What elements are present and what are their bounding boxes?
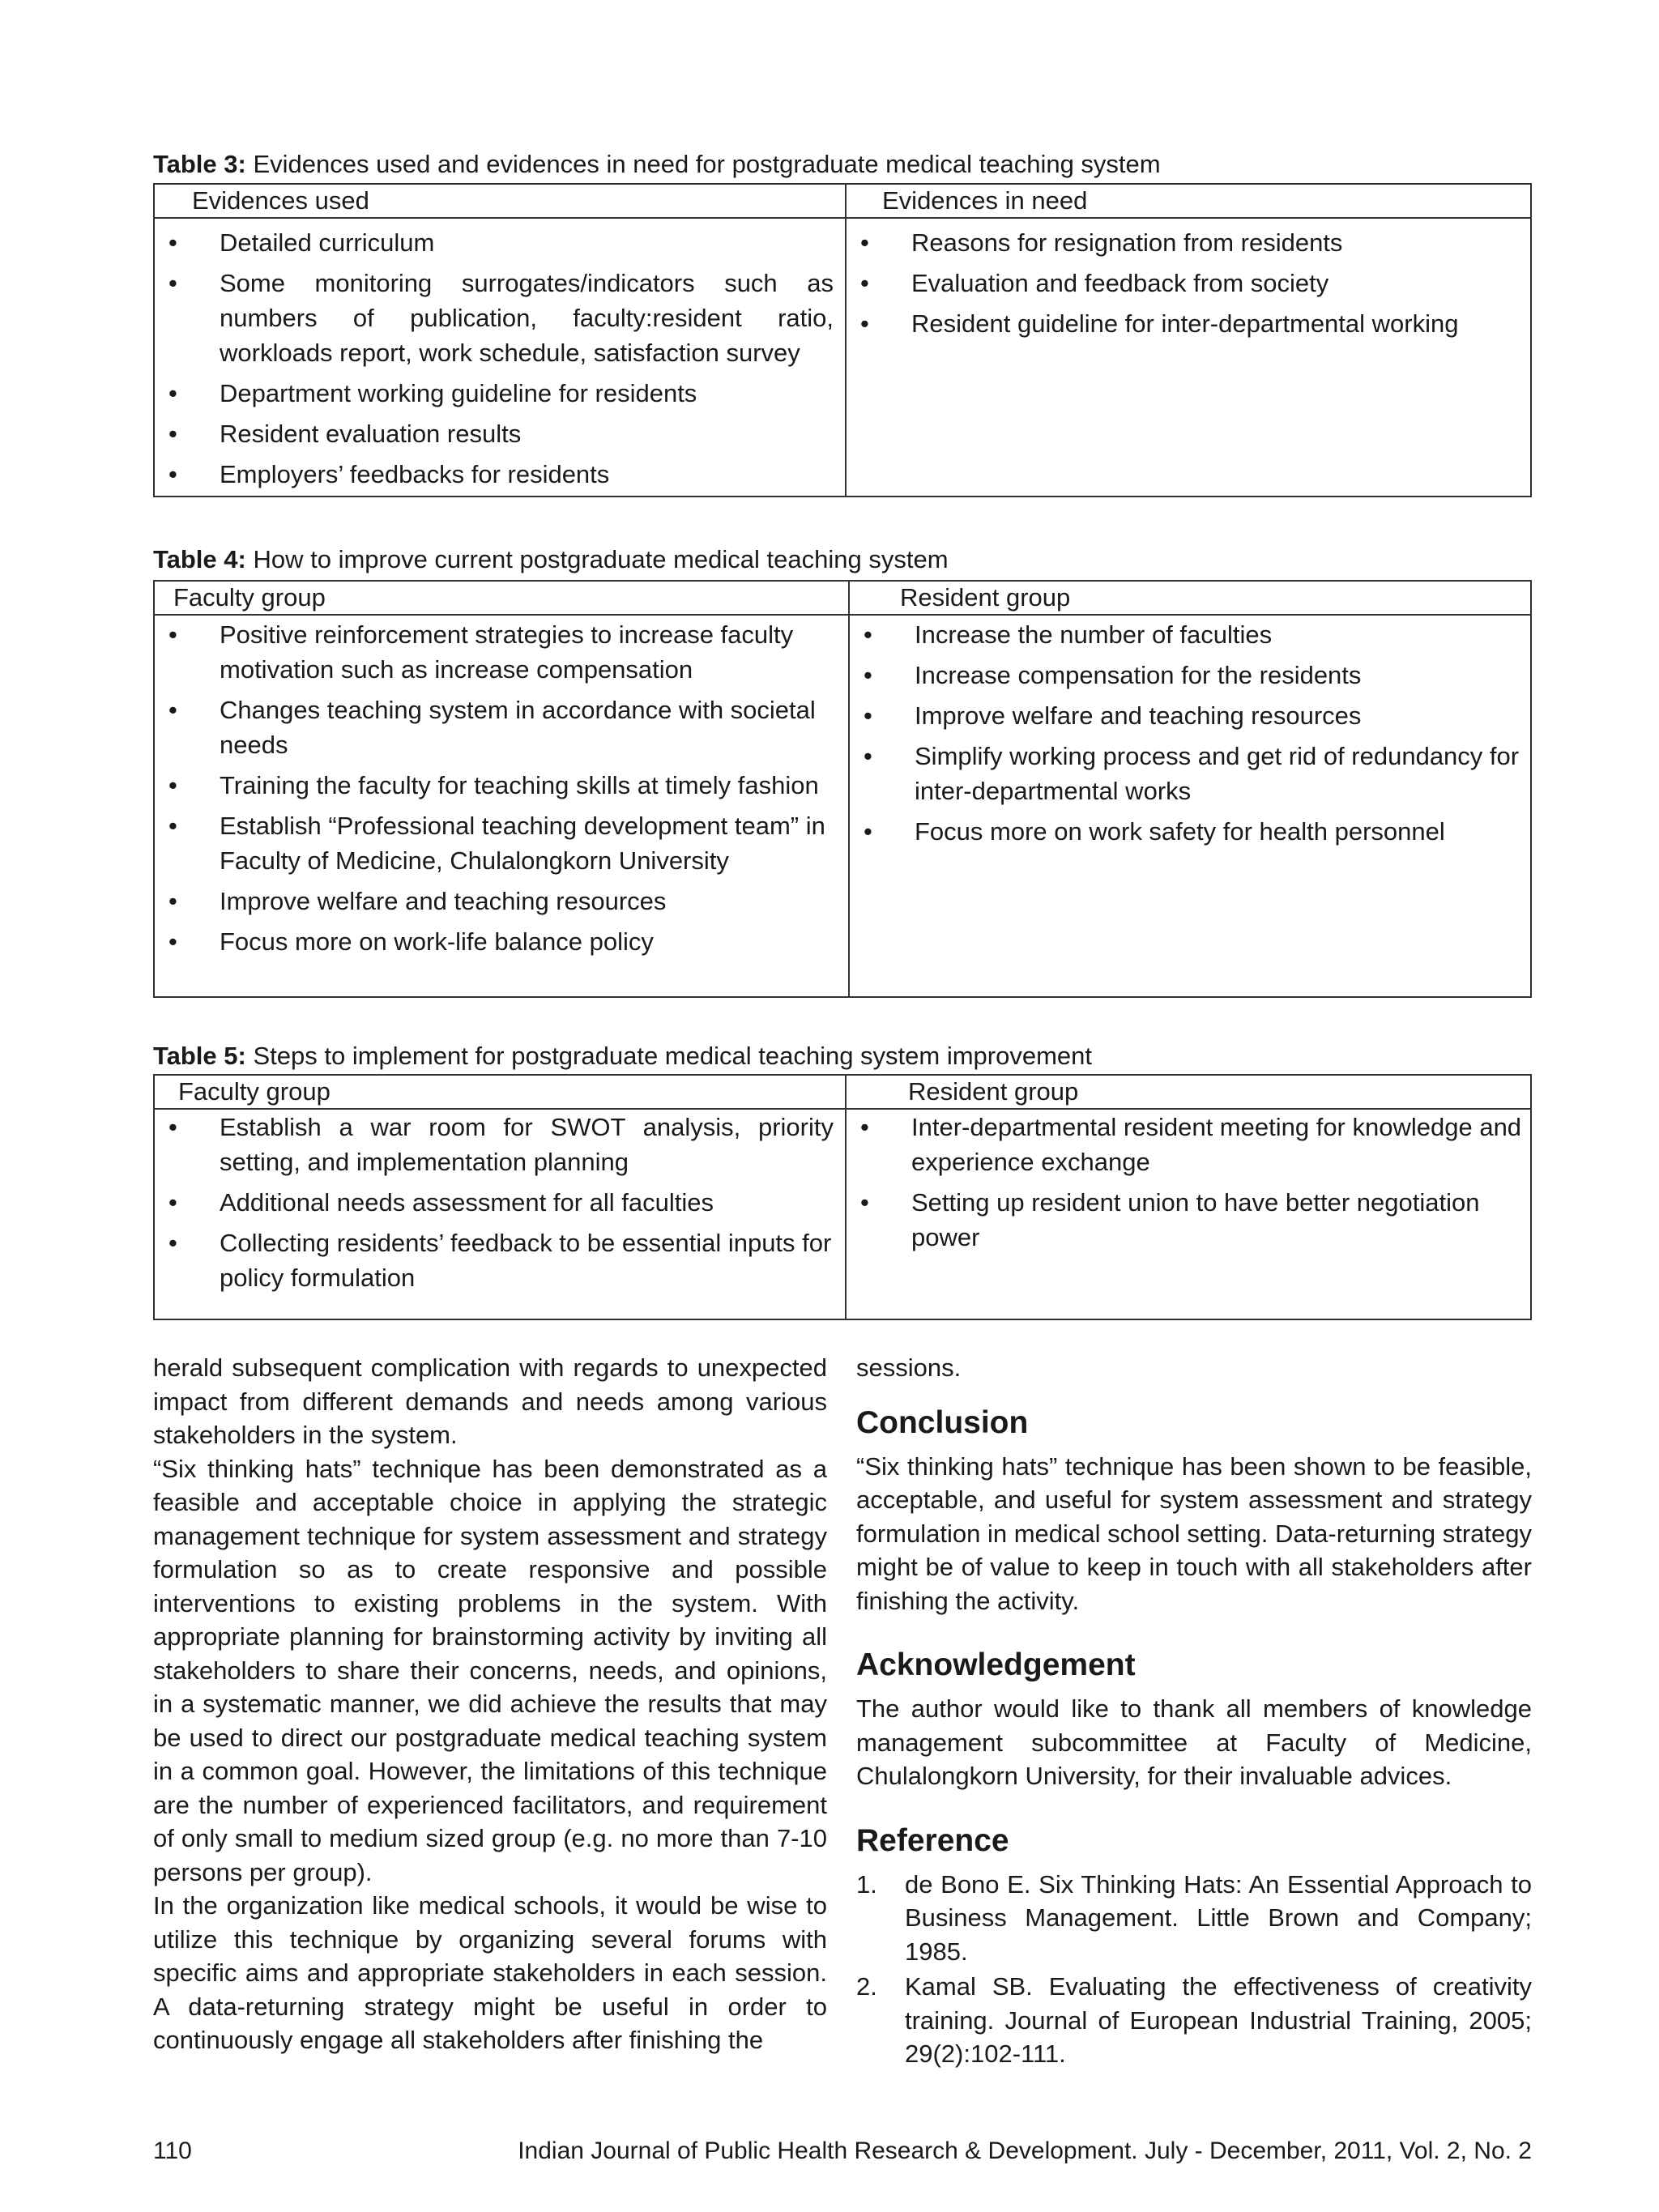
list-item: • Additional needs assessment for all faculties [168, 1188, 714, 1217]
table4-label: Table 4: [153, 545, 246, 573]
list-item: • Employers’ feedbacks for residents [168, 460, 610, 488]
table5 [153, 1074, 1532, 1320]
list-item: • Detailed curriculum [168, 228, 435, 257]
table4-caption [153, 544, 949, 575]
table3-left-col [155, 225, 834, 497]
list-item: • Establish a war room for SWOT analysis, priority setting, and implementation planning [168, 1113, 834, 1176]
table3-header [155, 185, 1530, 219]
list-item: • Positive reinforcement strategies to increase faculty motivation such as increase compensation [168, 620, 794, 684]
conclusion-heading: Conclusion [856, 1404, 1029, 1440]
table3 [153, 183, 1532, 497]
body-paragraph: sessions. [856, 1353, 962, 1382]
table4-header-left: Faculty group [173, 583, 326, 612]
table5-header [155, 1076, 1530, 1110]
table3-header-left: Evidences used [192, 186, 369, 215]
list-item: • Focus more on work-life balance policy [168, 927, 654, 956]
list-item: • Focus more on work safety for health personnel [864, 817, 1445, 846]
acknowledgement-heading: Acknowledgement [856, 1647, 1136, 1682]
table3-header-right: Evidences in need [882, 186, 1088, 215]
list-item: • Improve welfare and teaching resources [168, 887, 667, 915]
table5-title: Steps to implement for postgraduate medical teaching system improvement [253, 1042, 1093, 1070]
table5-header-right: Resident group [908, 1077, 1079, 1106]
page-number: 110 [153, 2137, 192, 2164]
list-item: • Changes teaching system in accordance with societal needs [168, 696, 816, 759]
list-item: • Reasons for resignation from residents [860, 228, 1343, 257]
journal-footer: Indian Journal of Public Health Research & Development. July - December, 2011, Vol. 2, No. 2 [518, 2137, 1532, 2164]
list-item: • Training the faculty for teaching skills at timely fashion [168, 771, 819, 799]
reference-item: 1. de Bono E. Six Thinking Hats: An Essential Approach to Business Management. Little Brown and Company; 1985. [856, 1869, 1532, 1966]
reference-item: 2. Kamal SB. Evaluating the effectiveness of creativity training. Journal of European Industrial Training, 2005; 29(2):102-111. [856, 1972, 1532, 2068]
table4-title: How to improve current postgraduate medical teaching system [253, 545, 949, 573]
table4-left-col [155, 617, 835, 965]
table5-right-col [847, 1110, 1532, 1260]
table5-header-left: Faculty group [178, 1077, 331, 1106]
table4-header [155, 582, 1530, 616]
table3-label: Table 3: [153, 150, 246, 178]
list-item: • Increase the number of faculties [864, 620, 1273, 649]
list-item: • Collecting residents’ feedback to be essential inputs for policy formulation [168, 1229, 832, 1292]
list-item: • Increase compensation for the residents [864, 661, 1362, 689]
reference-list [856, 1868, 1532, 2071]
list-item: • Resident guideline for inter-departmental working [860, 309, 1459, 338]
table3-right-col [847, 225, 1532, 347]
list-item: • Department working guideline for residents [168, 379, 697, 407]
list-item: • Inter-departmental resident meeting for knowledge and experience exchange [860, 1113, 1522, 1176]
table3-title: Evidences used and evidences in need for postgraduate medical teaching system [253, 150, 1161, 178]
table5-left-col [155, 1110, 834, 1301]
table4 [153, 580, 1532, 998]
table5-label: Table 5: [153, 1042, 246, 1070]
list-item: • Evaluation and feedback from society [860, 269, 1329, 297]
reference-heading: Reference [856, 1822, 1009, 1858]
body-paragraph: “Six thinking hats” technique has been demonstrated as a feasible and acceptable choice in applying the strategic management technique for system assessment and strategy formulation so as to create responsive and possible interventions to existing problems in the system. With appropriate planning for brainstorming activity by inviting all stakeholders to share their concerns, needs, and opinions, in a systematic manner, we did achieve the results that may be used to direct our postgraduate medical teaching system in a common goal. However, the limitations of this technique are the number of experienced facilitators, and requirement of only small to medium sized group (e.g. no more than 7-10 persons per group). [153, 1454, 827, 1886]
list-item: • Establish “Professional teaching development team” in Faculty of Medicine, Chulalongkorn University [168, 812, 825, 875]
acknowledgement-text: The author would like to thank all members of knowledge management subcommittee at Faculty of Medicine, Chulalongkorn University, for their invaluable advices. [856, 1694, 1532, 1790]
table4-header-right: Resident group [900, 583, 1071, 612]
conclusion-text: “Six thinking hats” technique has been shown to be feasible, acceptable, and useful for system assessment and strategy formulation in medical school setting. Data-returning strategy might be of value to keep in touch with all stakeholders after finishing the activity. [856, 1451, 1532, 1615]
table5-caption [153, 1041, 1092, 1072]
list-item: • Some monitoring surrogates/indicators such as numbers of publication, faculty:resident ratio, workloads report, work schedule, satisfaction survey [168, 269, 834, 367]
body-left-column [153, 1351, 827, 2057]
list-item: • Resident evaluation results [168, 420, 522, 448]
body-paragraph: In the organization like medical schools, it would be wise to utilize this technique by organizing several forums with specific aims and appropriate stakeholders in each session. A data-returning strategy might be useful in order to continuously engage all stakeholders after finishing the [153, 1891, 827, 2054]
body-right-column [856, 1351, 1532, 2073]
list-item: • Simplify working process and get rid of redundancy for inter-departmental works [864, 742, 1520, 805]
table4-right-col [850, 617, 1532, 855]
list-item: • Improve welfare and teaching resources [864, 701, 1362, 730]
table3-caption [153, 149, 1161, 180]
list-item: • Setting up resident union to have better negotiation power [860, 1188, 1480, 1251]
body-paragraph: herald subsequent complication with regards to unexpected impact from different demands and needs among various stakeholders in the system. [153, 1353, 827, 1449]
